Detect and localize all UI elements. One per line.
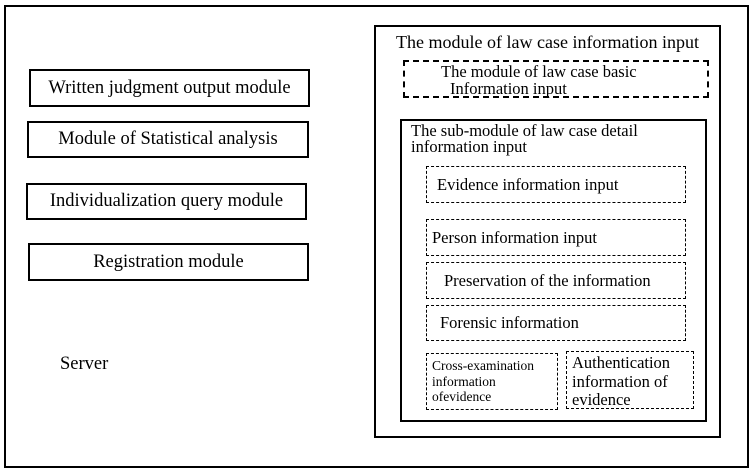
auth-box-line2: information of	[572, 371, 668, 391]
auth-box-line1: Authentication	[572, 353, 671, 372]
outer-border	[4, 5, 749, 468]
sub-module-title	[411, 123, 638, 155]
box-statistical-analysis-module	[27, 121, 309, 158]
box-label: Forensic information	[440, 313, 579, 332]
box-written-judgment-output-module	[29, 69, 310, 107]
sub-module-title-line1: The sub-module of law case detail	[411, 121, 638, 140]
box-law-case-basic-information-input	[403, 60, 709, 98]
box-preservation-of-information	[426, 262, 686, 299]
box-label: Registration module	[93, 251, 244, 272]
server-label: Server	[60, 354, 109, 374]
box-label: Individualization query module	[49, 191, 284, 211]
cross-box-line3: ofevidence	[432, 389, 492, 404]
box-label: Person information input	[432, 227, 597, 247]
box-label: Module of Statistical analysis	[58, 129, 278, 149]
box-registration-module	[28, 243, 309, 281]
box-authentication-information	[566, 351, 694, 409]
box-forensic-information	[426, 305, 686, 341]
box-individualization-query-module	[26, 183, 307, 220]
box-label: Written judgment output module	[48, 77, 291, 98]
box-label: Preservation of the information	[444, 270, 651, 290]
cross-box-line2: information	[432, 373, 496, 389]
box-law-case-information-input-module	[374, 25, 721, 438]
box-cross-examination-information	[426, 353, 558, 410]
box-sub-module-law-case-detail	[400, 119, 707, 422]
sub-module-title-line2: information input	[411, 137, 527, 156]
basic-box-line1: The module of law case basic	[441, 62, 637, 81]
box-evidence-information-input	[426, 166, 686, 203]
box-label: Evidence information input	[437, 174, 619, 194]
cross-box-line1: Cross-examination	[432, 358, 534, 373]
auth-box-line3: evidence	[572, 390, 631, 409]
box-person-information-input	[426, 219, 686, 256]
basic-box-line2: Information input	[450, 79, 567, 98]
right-panel-title: The module of law case information input	[396, 32, 699, 52]
